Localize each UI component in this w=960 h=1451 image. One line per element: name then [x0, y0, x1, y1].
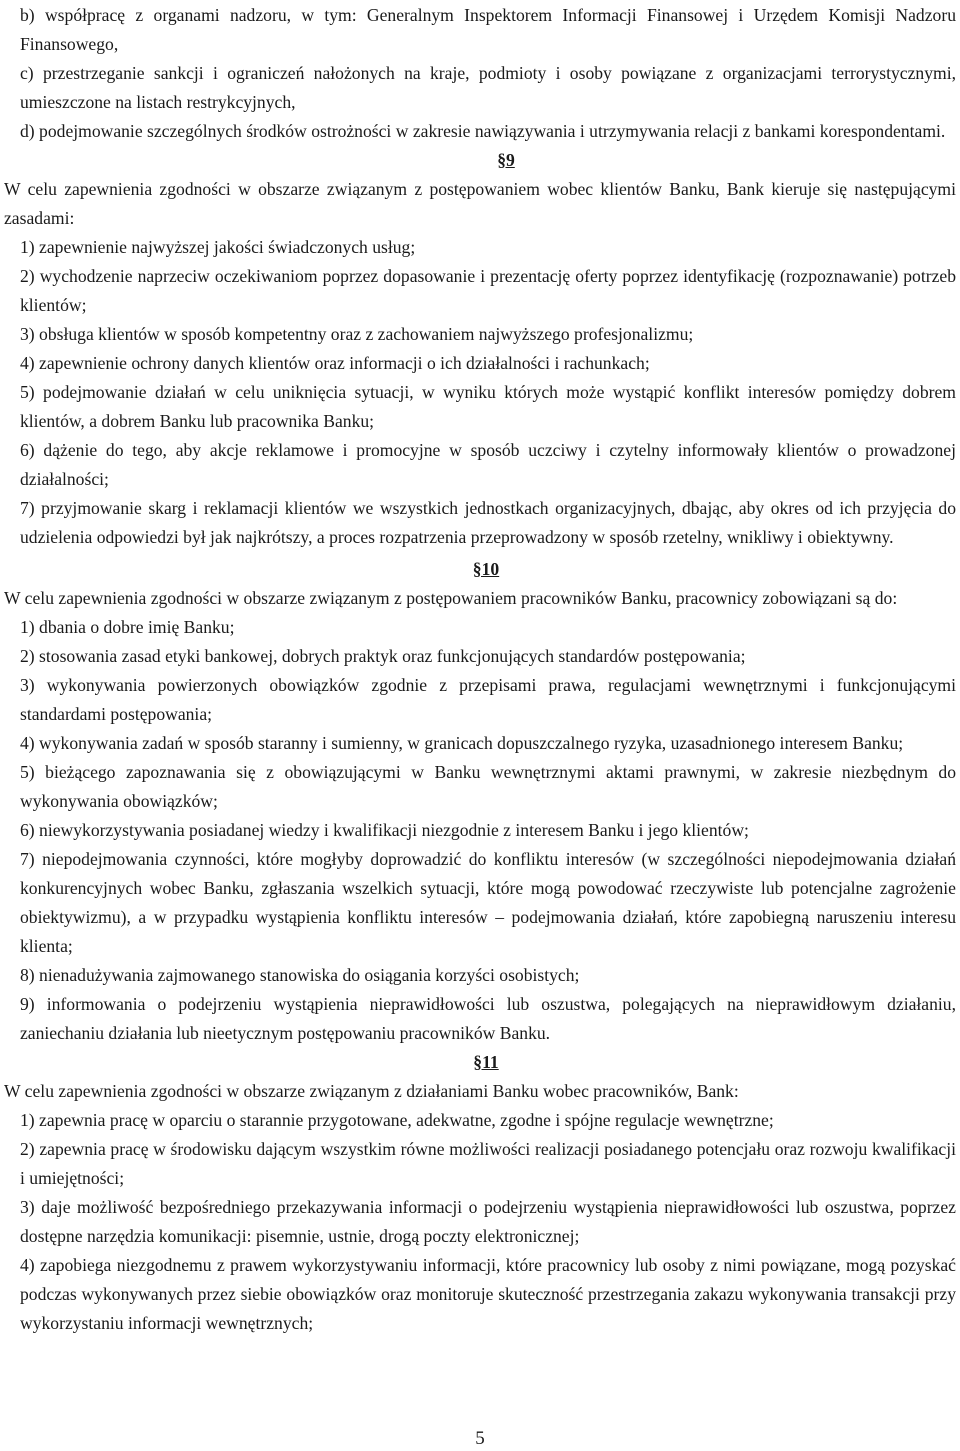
section-10-intro: W celu zapewnienia zgodności w obszarze związanym z postępowaniem pracowników Banku, pracownicy zobowiązani są do: [4, 588, 898, 608]
section-11 [4, 1048, 956, 1338]
section-9-item: 7) przyjmowanie skarg i reklamacji klientów we wszystkich jednostkach organizacyjnych, dbając, aby okres od ich przyjęcia do udzielenia odpowiedzi był jak najkrótszy, a proces rozpatrzenia przeprowadzony w sposób rzetelny, wnikliwy i obiektywny. [20, 498, 956, 547]
intro-item-b: b) współpracę z organami nadzoru, w tym: Generalnym Inspektorem Informacji Finansowej i Urzędem Komisji Nadzoru Finansowego, [20, 5, 956, 54]
section-10 [4, 555, 956, 1048]
section-9-item: 1) zapewnienie najwyższej jakości świadczonych usług; [20, 237, 416, 257]
section-10-item: 6) niewykorzystywania posiadanej wiedzy i kwalifikacji niezgodnie z interesem Banku i jego klientów; [20, 820, 749, 840]
document-page [4, 1, 956, 1338]
section-10-item: 5) bieżącego zapoznawania się z obowiązującymi w Banku wewnętrznymi aktami prawnymi, w zakresie niezbędnym do wykonywania obowiązków; [20, 762, 956, 811]
section-11-item: 4) zapobiega niezgodnemu z prawem wykorzystywaniu informacji, które pracownicy lub osoby z nimi powiązane, mogą pozyskać podczas wykonywanych przez siebie obowiązków oraz monitoruje skuteczność przestrzegania zakazu wykonywania transakcji przy wykorzystaniu informacji wewnętrznych; [20, 1255, 956, 1333]
section-10-item: 9) informowania o podejrzeniu wystąpienia nieprawidłowości lub oszustwa, polegających na nieprawidłowym działaniu, zaniechaniu działania lub nieetycznym postępowaniu pracowników Banku. [20, 994, 956, 1043]
section-11-item: 1) zapewnia pracę w oparciu o starannie przygotowane, adekwatne, zgodne i spójne regulacje wewnętrzne; [20, 1110, 774, 1130]
section-10-item: 2) stosowania zasad etyki bankowej, dobrych praktyk oraz funkcjonujących standardów postępowania; [20, 646, 746, 666]
section-11-list [4, 1106, 956, 1338]
intro-item-c: c) przestrzeganie sankcji i ograniczeń nałożonych na kraje, podmioty i osoby powiązane z organizacjami terrorystycznymi, umieszczone na listach restrykcyjnych, [20, 63, 956, 112]
section-10-item: 4) wykonywania zadań w sposób staranny i sumienny, w granicach dopuszczalnego ryzyka, uzasadnionego interesem Banku; [20, 733, 904, 753]
intro-item-d: d) podejmowanie szczególnych środków ostrożności w zakresie nawiązywania i utrzymywania relacji z bankami korespondentami. [20, 121, 946, 141]
section-11-intro: W celu zapewnienia zgodności w obszarze związanym z działaniami Banku wobec pracowników, Bank: [4, 1081, 739, 1101]
section-9-item: 5) podejmowanie działań w celu uniknięcia sytuacji, w wyniku których może wystąpić konflikt interesów pomiędzy dobrem klientów, a dobrem Banku lub pracownika Banku; [20, 382, 956, 431]
section-11-item: 3) daje możliwość bezpośredniego przekazywania informacji o podejrzeniu wystąpienia nieprawidłowości lub oszustwa, poprzez dostępne narzędzia komunikacji: pisemnie, ustnie, drogą poczty elektronicznej; [20, 1197, 956, 1246]
section-11-heading: §11 [473, 1052, 499, 1072]
section-9-item: 4) zapewnienie ochrony danych klientów oraz informacji o ich działalności i rachunkach; [20, 353, 650, 373]
section-10-item: 8) nienadużywania zajmowanego stanowiska do osiągania korzyści osobistych; [20, 965, 580, 985]
section-10-item: 3) wykonywania powierzonych obowiązków zgodnie z przepisami prawa, regulacjami wewnętrznymi i funkcjonującymi standardami postępowania; [20, 675, 956, 724]
section-9-heading: §9 [497, 150, 515, 170]
intro-list [4, 1, 956, 146]
section-9 [4, 146, 956, 552]
section-10-item: 7) niepodejmowania czynności, które mogłyby doprowadzić do konfliktu interesów (w szczególności niepodejmowania działań konkurencyjnych wobec Banku, zgłaszania wszelkich sytuacji, które mogą powodować rzeczywiste lub potencjalne zagrożenie obiektywizmu), a w przypadku wystąpienia konfliktu interesów – podejmowania działań, które zapobiegną naruszeniu interesu klienta; [20, 849, 956, 956]
section-10-item: 1) dbania o dobre imię Banku; [20, 617, 235, 637]
section-9-item: 6) dążenie do tego, aby akcje reklamowe i promocyjne w sposób uczciwy i czytelny informowały klientów o prowadzonej działalności; [20, 440, 956, 489]
section-11-item: 2) zapewnia pracę w środowisku dającym wszystkim równe możliwości realizacji posiadanego potencjału oraz rozwoju kwalifikacji i umiejętności; [20, 1139, 956, 1188]
section-10-list [4, 613, 956, 1048]
section-9-intro: W celu zapewnienia zgodności w obszarze związanym z postępowaniem wobec klientów Banku, Bank kieruje się następującymi zasadami: [4, 179, 956, 228]
section-9-list [4, 233, 956, 552]
section-9-item: 3) obsługa klientów w sposób kompetentny oraz z zachowaniem najwyższego profesjonalizmu; [20, 324, 694, 344]
section-9-item: 2) wychodzenie naprzeciw oczekiwaniom poprzez dopasowanie i prezentację oferty poprzez identyfikację (rozpoznawanie) potrzeb klientów; [20, 266, 956, 315]
section-10-heading: §10 [472, 559, 500, 579]
page-number: 5 [475, 1428, 485, 1449]
